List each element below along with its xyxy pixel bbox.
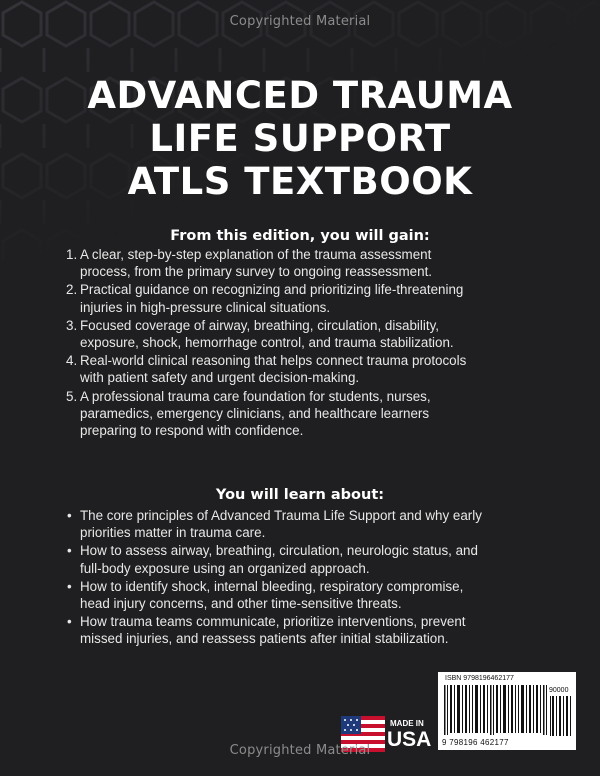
gain-item-line: with patient safety and urgent decision-making. xyxy=(80,370,360,386)
gain-list xyxy=(66,246,546,440)
price-barcode-icon xyxy=(550,696,572,736)
gain-item-number: 4. xyxy=(66,353,78,369)
learn-item-line: How trauma teams communicate, prioritize interventions, prevent xyxy=(80,614,466,630)
gain-item-line: Real-world clinical reasoning that helps connect trauma protocols xyxy=(80,353,467,369)
learn-item-line: How to identify shock, internal bleeding, respiratory compromise, xyxy=(80,578,464,594)
isbn-barcode xyxy=(438,672,576,750)
learn-item-line: missed injuries, and reassess patients after initial stabilization. xyxy=(80,631,449,647)
learn-item-line: priorities matter in trauma care. xyxy=(80,525,266,541)
gain-item-line: Practical guidance on recognizing and prioritizing life-threatening xyxy=(80,282,464,298)
learn-item-line: The core principles of Advanced Trauma Life Support and why early xyxy=(80,508,482,523)
watermark-bottom: Copyrighted Material xyxy=(229,743,371,758)
gain-item-line: Focused coverage of airway, breathing, circulation, disability, xyxy=(80,317,439,333)
learn-item xyxy=(66,542,546,576)
bullet-icon: • xyxy=(67,543,72,559)
learn-heading: You will learn about: xyxy=(215,487,385,503)
bullet-icon: • xyxy=(67,508,72,523)
gain-item-number: 5. xyxy=(66,388,78,404)
title-line-1: ADVANCED TRAUMA xyxy=(87,74,513,117)
gain-item xyxy=(66,352,546,386)
bullet-icon: • xyxy=(67,614,72,630)
learn-list xyxy=(66,507,546,649)
gain-item-line: injuries in high-pressure clinical situations. xyxy=(80,299,331,315)
gain-item xyxy=(66,281,546,315)
title-line-2: LIFE SUPPORT xyxy=(149,117,451,160)
gain-item-line: exposure, shock, hemorrhage control, and trauma stabilization. xyxy=(80,335,454,351)
gain-item-number: 2. xyxy=(66,282,78,298)
price-code: 90000 xyxy=(549,687,569,694)
learn-item xyxy=(66,507,546,541)
gain-item-number: 3. xyxy=(66,317,78,333)
gain-item-line: A professional trauma care foundation for students, nurses, xyxy=(80,388,431,404)
gain-item-number: 1. xyxy=(66,247,78,262)
learn-item-line: head injury concerns, and other time-sensitive threats. xyxy=(80,596,402,612)
isbn-label: ISBN 9798196462177 xyxy=(445,675,514,682)
isbn-digits: 9 798196 462177 xyxy=(442,738,509,747)
learn-item xyxy=(66,613,546,647)
bullet-icon: • xyxy=(67,578,72,594)
gain-item-line: preparing to respond with confidence. xyxy=(80,423,304,439)
gain-item xyxy=(66,388,546,440)
title-line-3: ATLS TEXTBOOK xyxy=(127,160,473,203)
gain-heading: From this edition, you will gain: xyxy=(170,228,430,244)
barcode-icon xyxy=(444,685,548,735)
learn-item xyxy=(66,578,546,612)
usa-label: USA xyxy=(387,728,432,751)
made-in-label: MADE IN xyxy=(390,719,424,728)
gain-item-line: A clear, step-by-step explanation of the trauma assessment xyxy=(80,247,432,262)
learn-item-line: full-body exposure using an organized approach. xyxy=(80,560,370,576)
gain-item-line: process, from the primary survey to ongoing reassessment. xyxy=(80,264,433,280)
gain-item-line: paramedics, emergency clinicians, and healthcare learners xyxy=(80,405,430,421)
watermark-top: Copyrighted Material xyxy=(229,14,371,29)
learn-item-line: How to assess airway, breathing, circulation, neurologic status, and xyxy=(80,543,478,559)
gain-item xyxy=(66,246,546,280)
gain-item xyxy=(66,317,546,351)
